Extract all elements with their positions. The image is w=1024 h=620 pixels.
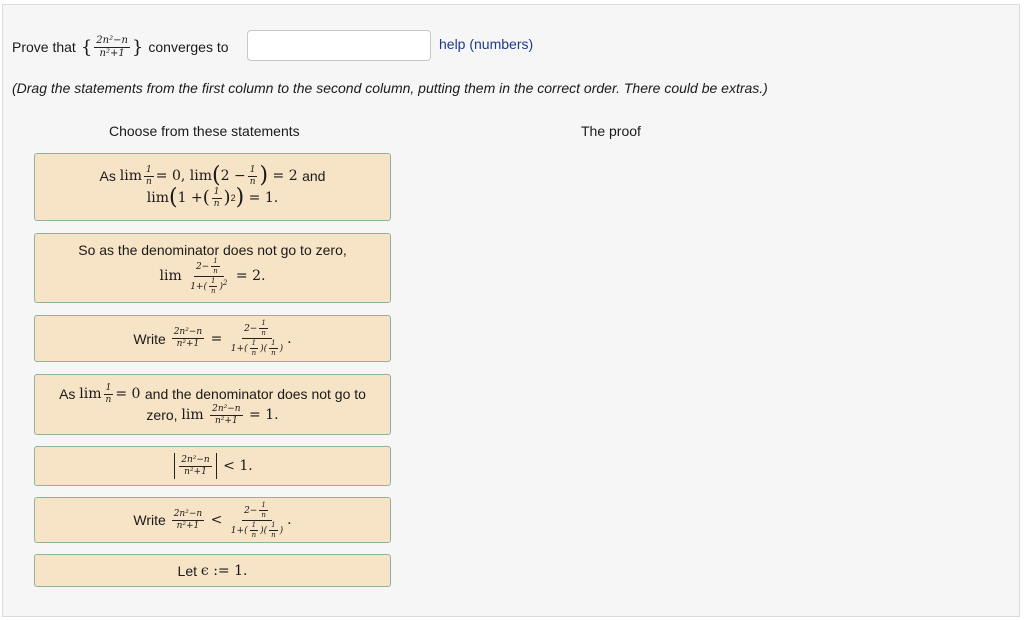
source-column-header: Choose from these statements — [109, 123, 300, 139]
statement-card[interactable]: Let ϵ := 1. — [34, 554, 391, 587]
question-prefix: Prove that — [12, 39, 76, 55]
sequence-fraction: $\frac{\text{2n²−n}}{\text{n²+1}}$ — [96, 34, 128, 59]
statement-card[interactable]: Write $\frac{\text{2n²−n}}{\text{n²+1}}$ < 2− $\frac{1}{n}$ 1+( $\frac{1}{n}$ )( $\frac{1}{n}$ ) . — [34, 497, 391, 543]
answer-input[interactable] — [247, 30, 431, 61]
statement-card[interactable]: As lim $\frac{1}{n}$ = 0 and the denominator does not go to zero, lim $\frac{\text{2n²−n}}{\text{n²+1}}$ = 1. — [34, 374, 391, 435]
statement-card[interactable]: Write $\frac{\text{2n²−n}}{\text{n²+1}}$ = 2− $\frac{1}{n}$ 1+( $\frac{1}{n}$ )( $\frac{1}{n}$ ) . — [34, 315, 391, 362]
statement-card[interactable]: As lim $\frac{1}{n}$ = 0, lim ( 2 − $\frac{1}{n}$ ) = 2 and lim ( 1 + ( $\frac{1}{n}$ ) 2 ) = 1. — [34, 153, 391, 221]
instructions: (Drag the statements from the first column to the second column, putting them in the correct order. There could be extras.) — [12, 80, 768, 96]
question-line: Prove that { $\frac{\text{2n²−n}}{\text{n²+1}}$ } converges to — [12, 34, 229, 59]
help-numbers-link[interactable]: help (numbers) — [439, 36, 534, 52]
proof-drop-zone[interactable] — [430, 150, 810, 590]
statement-card[interactable]: So as the denominator does not go to zero, lim 2− $\frac{1}{n}$ 1+( $\frac{1}{n}$ )$^2$ = 2. — [34, 233, 391, 303]
statement-card[interactable]: $\frac{\text{2n²−n}}{\text{n²+1}}$ < 1. — [34, 446, 391, 486]
target-column-header: The proof — [581, 123, 641, 139]
question-suffix: converges to — [148, 39, 229, 55]
